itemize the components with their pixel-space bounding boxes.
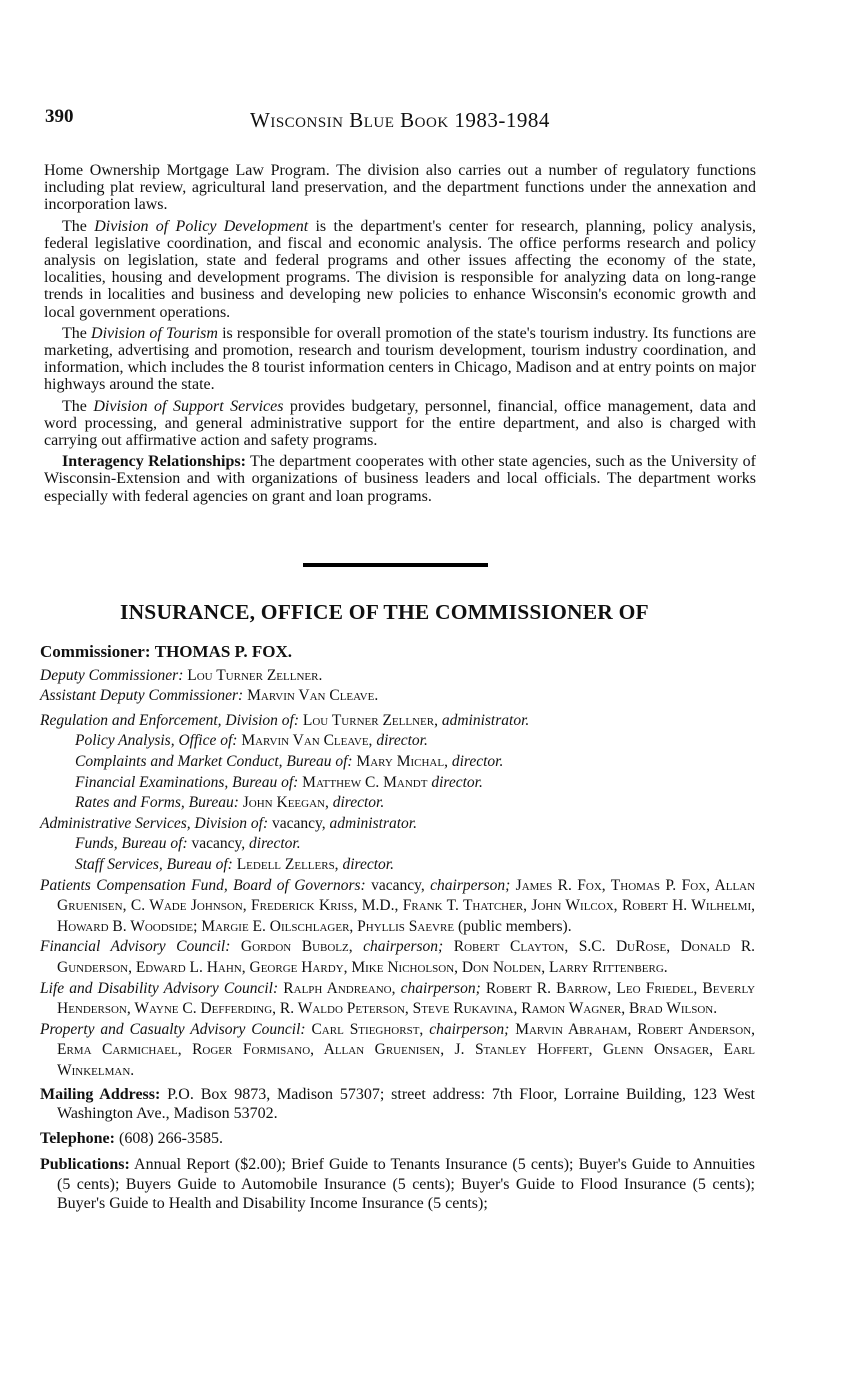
complaints-line: Complaints and Market Conduct, Bureau of: Mary Michal, director. <box>75 752 504 770</box>
division-name: Division of Policy Development <box>94 217 309 235</box>
financial-council-entry: Financial Advisory Council: Gordon Bubolz, chairperson; Robert Clayton, S.C. DuRose, Donald R. Gunderson, Edward L. Hahn, George Hardy, Mike Nicholson, Don Nolden, Larry Rittenberg. <box>40 938 756 976</box>
division-name: Division of Tourism <box>91 324 218 342</box>
policy-line: Policy Analysis, Office of: Marvin Van Cleave, director. <box>75 732 428 750</box>
deputy-line: Deputy Commissioner: Lou Turner Zellner. <box>40 666 323 684</box>
running-title: Wisconsin Blue Book 1983-1984 <box>250 108 550 132</box>
patients-fund-entry: Patients Compensation Fund, Board of Governors: vacancy, chairperson; James R. Fox, Thomas P. Fox, Allan Gruenisen, C. Wade Johnson, Frederick Kriss, M.D., Frank T. Thatcher, John Wilcox, Robert H. Wilhelmi, Howard B. Woodside; Margie E. Oilschlager, Phyllis Saevre (public members). <box>40 876 756 935</box>
section-title: INSURANCE, OFFICE OF THE COMMISSIONER OF <box>120 600 649 624</box>
staff-services-line: Staff Services, Bureau of: Ledell Zellers, director. <box>75 855 394 873</box>
section-divider <box>303 563 488 567</box>
commissioner-line: Commissioner: THOMAS P. FOX. <box>40 642 293 661</box>
intro-body <box>44 162 756 509</box>
admin-services-line: Administrative Services, Division of: vacancy, administrator. <box>40 814 417 832</box>
paragraph-support-services: The Division of Support Services provides budgetary, personnel, financial, office management, data and word processing, and general administrative support for the entire department, and also is charged with carrying out affirmative action and safety programs. <box>44 397 757 450</box>
publications-entry: Publications: Annual Report ($2.00); Brief Guide to Tenants Insurance (5 cents); Buyer's Guide to Annuities (5 cents); Buyers Guide to Automobile Insurance (5 cents); Buyer's Guide to Flood Insurance (5 cents); Buyer's Guide to Health and Disability Income Insurance (5 cents); <box>40 1156 755 1213</box>
life-disability-council-entry: Life and Disability Advisory Council: Ralph Andreano, chairperson; Robert R. Barrow, Leo Friedel, Beverly Henderson, Wayne C. Defferding, R. Waldo Peterson, Steve Rukavina, Ramon Wagner, Brad Wilson. <box>40 979 756 1018</box>
funds-line: Funds, Bureau of: vacancy, director. <box>75 835 301 853</box>
paragraph-home-ownership: Home Ownership Mortgage Law Program. The division also carries out a number of regulatory functions including plat review, agricultural land preservation, and the department functions under the annexation and incorporation laws. <box>44 162 756 214</box>
paragraph-tourism: The Division of Tourism is responsible for overall promotion of the state's tourism industry. Its functions are marketing, advertising and promotion, research and tourism development, tourism industry coordination, and information, which includes the 8 tourist information centers in Chicago, Madison and at entry points on major highways around the state. <box>44 324 757 394</box>
paragraph-interagency: Interagency Relationships: The department cooperates with other state agencies, such as the University of Wisconsin-Extension and with organizations of business leaders and local officials. The department works especially with federal agencies on grant and loan programs. <box>44 453 756 505</box>
telephone-entry: Telephone: (608) 266-3585. <box>40 1130 223 1148</box>
property-casualty-council-entry: Property and Casualty Advisory Council: Carl Stieghorst, chairperson; Marvin Abraham, Robert Anderson, Erma Carmichael, Roger Formisano, Allan Gruenisen, J. Stanley Hoffert, Glenn Onsager, Earl Winkelman. <box>40 1020 756 1079</box>
roster <box>40 642 755 1214</box>
mailing-address-entry: Mailing Address: P.O. Box 9873, Madison 57307; street address: 7th Floor, Lorraine Building, 123 West Washington Ave., Madison 53702. <box>40 1086 755 1123</box>
assistant-line: Assistant Deputy Commissioner: Marvin Van Cleave. <box>40 687 379 705</box>
interagency-label: Interagency Relationships: <box>62 453 246 471</box>
division-name: Division of Support Services <box>93 397 284 415</box>
rates-line: Rates and Forms, Bureau: John Keegan, director. <box>75 794 385 812</box>
paragraph-policy-development: The Division of Policy Development is the department's center for research, planning, policy analysis, federal legislative coordination, and fiscal and economic analysis. The office performs research and policy analysis on legislation, state and federal programs and other issues affecting the economy of the state, localities, housing and development programs. The division is responsible for analyzing data on long-range trends in localities and business and developing new policies to enhance Wisconsin's economic growth and local government operations. <box>44 217 757 321</box>
financial-exam-line: Financial Examinations, Bureau of: Matthew C. Mandt director. <box>75 773 483 791</box>
page-number: 390 <box>45 106 74 127</box>
regulation-line: Regulation and Enforcement, Division of: Lou Turner Zellner, administrator. <box>40 711 530 729</box>
